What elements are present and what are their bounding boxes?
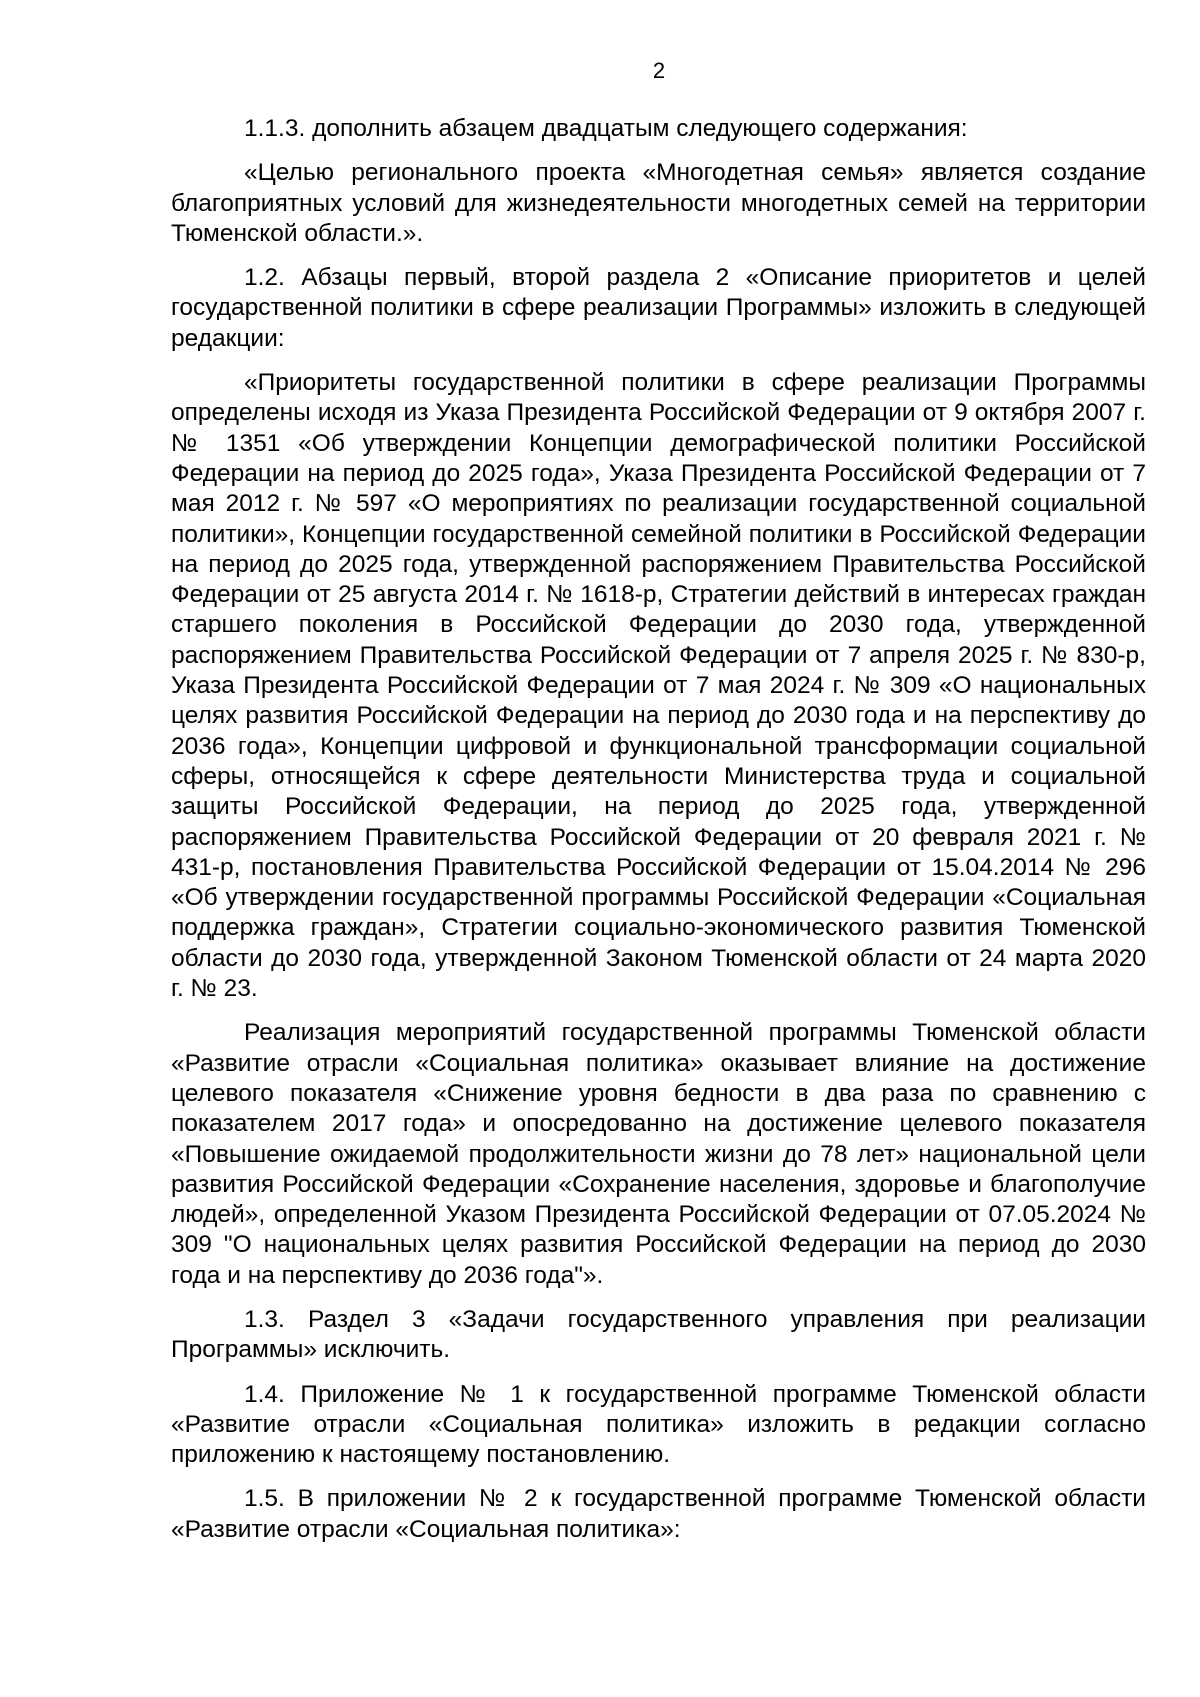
paragraph-1-4: 1.4. Приложение № 1 к государственной программе Тюменской области «Развитие отрасли «Социальная политика» изложить в редакции согласно приложению к настоящему постановлению. [171, 1380, 1146, 1469]
paragraph-1-2: 1.2. Абзацы первый, второй раздела 2 «Описание приоритетов и целей государственной политики в сфере реализации Программы» изложить в следующей редакции: [171, 264, 1146, 352]
paragraph-implementation: Реализация мероприятий государственной программы Тюменской области «Развитие отрасли «Социальная политика» оказывает влияние на достижение целевого показателя «Снижение уровня бедности в два раза по сравнению с показателем 2017 года» и опосредованно на достижение целевого показателя «Повышение ожидаемой продолжительности жизни до 78 лет» национальной цели развития Российской Федерации «Сохранение населения, здоровье и благополучие людей», определенной Указом Президента Российской Федерации от 07.05.2024 № 309 "О национальных целях развития Российской Федерации на период до 2030 года и на перспективу до 2036 года"». [171, 1019, 1146, 1289]
document-body [171, 114, 1146, 1559]
paragraph-project-goal: «Целью регионального проекта «Многодетная семья» является создание благоприятных условий для жизнедеятельности многодетных семей на территории Тюменской области.». [171, 159, 1146, 247]
paragraph-1-1-3: 1.1.3. дополнить абзацем двадцатым следующего содержания: [244, 115, 968, 142]
page-number: 2 [652, 58, 666, 83]
paragraph-priorities: «Приоритеты государственной политики в сфере реализации Программы определены исходя из Указа Президента Российской Федерации от 9 октября 2007 г. № 1351 «Об утверждении Концепции демографической политики Российской Федерации на период до 2025 года», Указа Президента Российской Федерации от 7 мая 2012 г. № 597 «О мероприятиях по реализации государственной социальной политики», Концепции государственной семейной политики в Российской Федерации на период до 2025 года, утвержденной распоряжением Правительства Российской Федерации от 25 августа 2014 г. № 1618-р, Стратегии действий в интересах граждан старшего поколения в Российской Федерации до 2030 года, утвержденной распоряжением Правительства Российской Федерации от 7 апреля 2025 г. № 830-р, Указа Президента Российской Федерации от 7 мая 2024 г. № 309 «О национальных целях развития Российской Федерации на период до 2030 года и на перспективу до 2036 года», Концепции цифровой и функциональной трансформации социальной сферы, относящейся к сфере деятельности Министерства труда и социальной защиты Российской Федерации, на период до 2025 года, утвержденной распоряжением Правительства Российской Федерации от 20 февраля 2021 г. № 431-р, постановления Правительства Российской Федерации от 15.04.2014 № 296 «Об утверждении государственной программы Российской Федерации «Социальная поддержка граждан», Стратегии социально-экономического развития Тюменской области до 2030 года, утвержденной Законом Тюменской области от 24 марта 2020 г. № 23. [171, 369, 1146, 1003]
paragraph-1-5: 1.5. В приложении № 2 к государственной программе Тюменской области «Развитие отрасли «Социальная политика»: [171, 1485, 1146, 1543]
paragraph-1-3: 1.3. Раздел 3 «Задачи государственного управления при реализации Программы» исключить. [171, 1305, 1146, 1364]
